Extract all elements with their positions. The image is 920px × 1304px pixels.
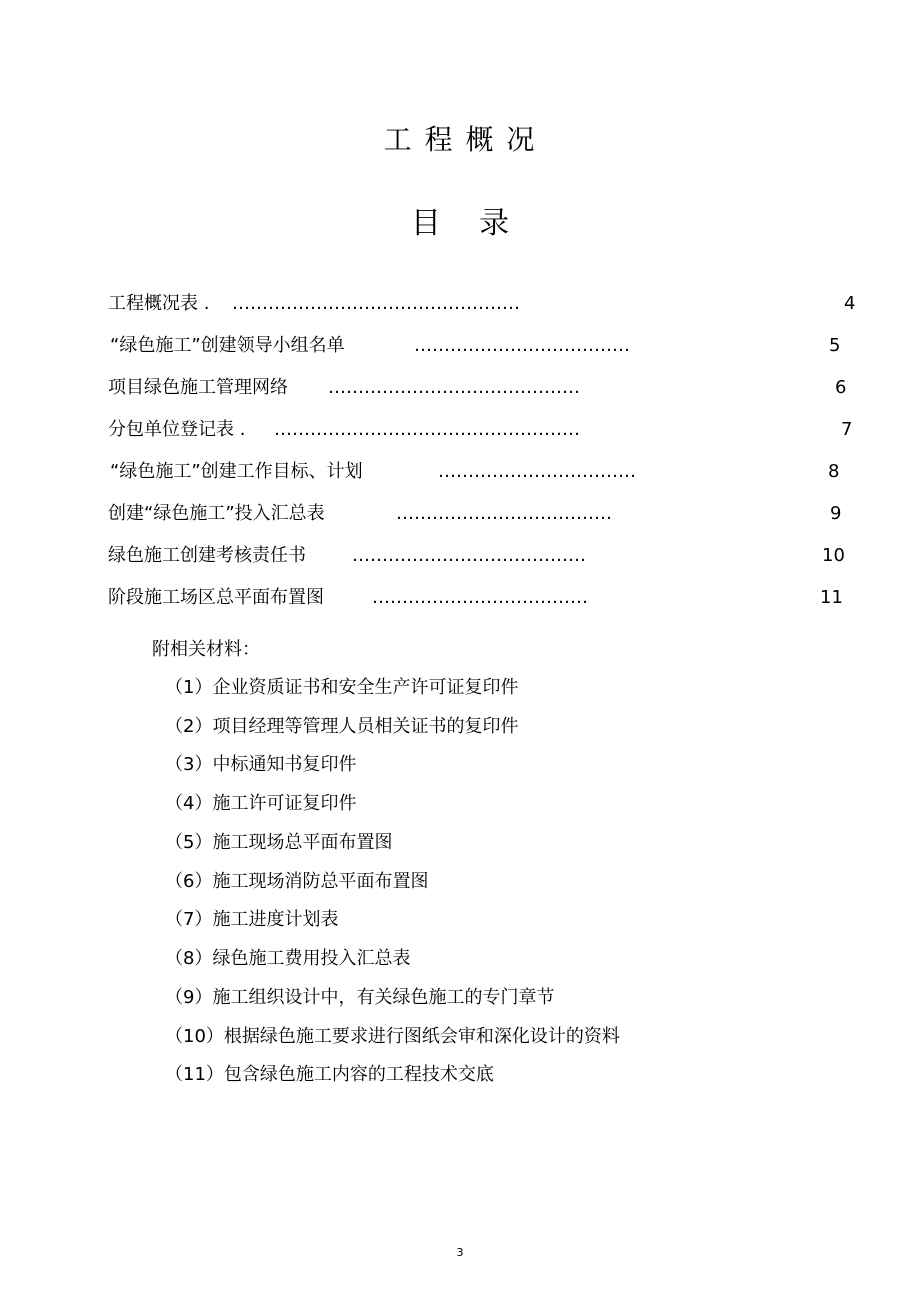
page-number: 3	[456, 1246, 464, 1259]
toc-entry-page: 6	[835, 377, 847, 398]
attachment-item: （7）施工进度计划表	[165, 909, 339, 930]
toc-entry-dots: ……………………………………	[328, 377, 580, 398]
toc-entry-dots: ………………………………	[396, 503, 612, 524]
toc-entry-page: 10	[822, 545, 845, 566]
toc-entry-text: “绿色施工”创建领导小组名单	[110, 335, 345, 356]
attachment-item: （9）施工组织设计中，有关绿色施工的专门章节	[165, 987, 555, 1008]
toc-entry-page: 9	[830, 503, 842, 524]
toc-entry	[0, 584, 920, 612]
toc-entry-text: 分包单位登记表 .	[108, 419, 246, 440]
attachment-item: （8）绿色施工费用投入汇总表	[165, 948, 411, 969]
document-title: 工 程 概 况	[383, 123, 537, 156]
toc-entry	[0, 542, 920, 570]
toc-entry	[0, 416, 920, 444]
toc-entry-dots: ………………………………	[414, 335, 630, 356]
toc-entry-dots: …………………………………	[352, 545, 586, 566]
toc-entry	[0, 374, 920, 402]
toc-entry-page: 5	[829, 335, 841, 356]
toc-entry-page: 8	[828, 461, 840, 482]
toc-entry-text: 绿色施工创建考核责任书	[108, 545, 306, 566]
attachment-item: （10）根据绿色施工要求进行图纸会审和深化设计的资料	[165, 1026, 620, 1047]
toc-entry-text: 阶段施工场区总平面布置图	[108, 587, 324, 608]
toc-entry-text: 工程概况表 .	[108, 293, 210, 314]
toc-entry	[0, 290, 920, 318]
toc-entry-dots: ……………………………………………	[274, 419, 580, 440]
toc-entry-dots: ……………………………	[438, 461, 636, 482]
attachment-item: （3）中标通知书复印件	[165, 754, 357, 775]
toc-entry	[0, 332, 920, 360]
attachment-item: （2）项目经理等管理人员相关证书的复印件	[165, 716, 519, 737]
toc-entry	[0, 458, 920, 486]
toc-entry-page: 7	[841, 419, 853, 440]
toc-entry-text: “绿色施工”创建工作目标、计划	[110, 461, 363, 482]
toc-entry-dots: …………………………………………	[232, 293, 520, 314]
attachment-item: （4）施工许可证复印件	[165, 793, 357, 814]
toc-entry-page: 4	[844, 293, 856, 314]
toc-entry	[0, 500, 920, 528]
attachments-heading: 附相关材料：	[152, 639, 260, 660]
toc-heading: 目 录	[410, 206, 510, 241]
attachment-item: （1）企业资质证书和安全生产许可证复印件	[165, 677, 519, 698]
toc-entry-text: 创建“绿色施工”投入汇总表	[108, 503, 325, 524]
toc-entry-dots: ………………………………	[372, 587, 588, 608]
attachment-item: （11）包含绿色施工内容的工程技术交底	[165, 1064, 494, 1085]
attachment-item: （6）施工现场消防总平面布置图	[165, 871, 429, 892]
toc-entry-text: 项目绿色施工管理网络	[108, 377, 288, 398]
attachment-item: （5）施工现场总平面布置图	[165, 832, 393, 853]
toc-entry-page: 11	[820, 587, 843, 608]
